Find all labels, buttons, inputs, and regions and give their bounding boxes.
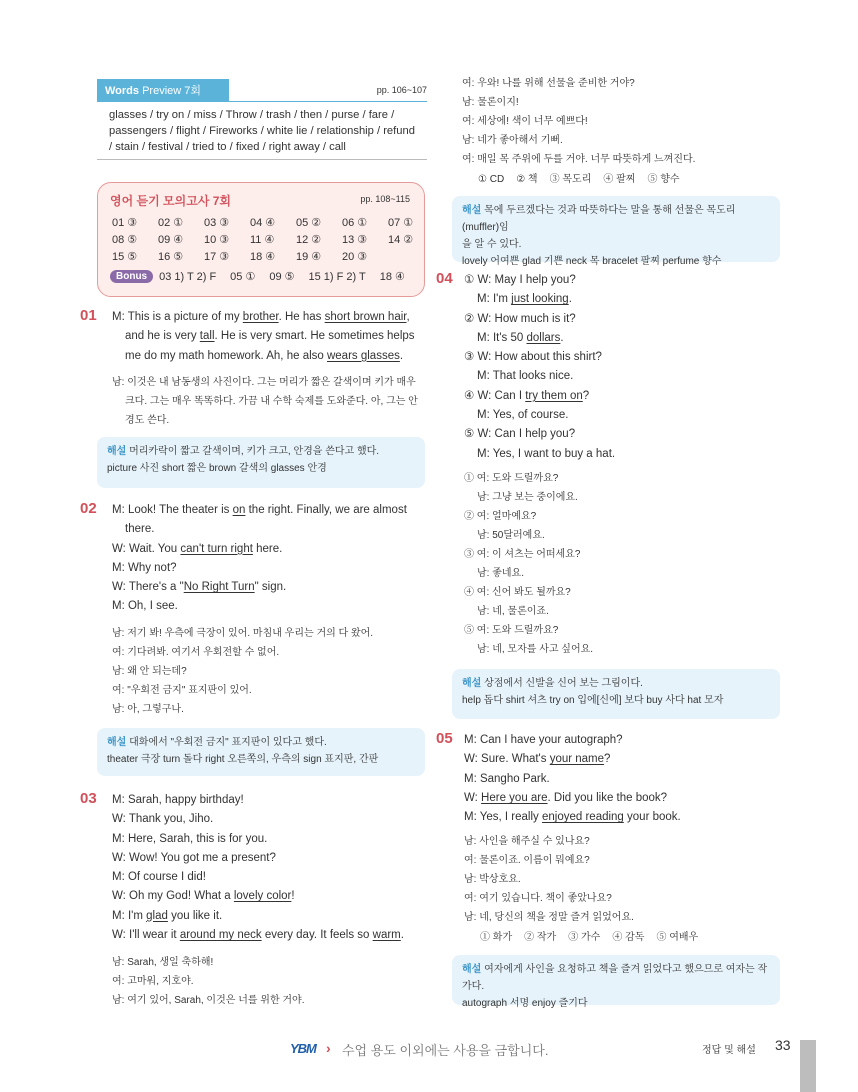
page-edge-bar — [800, 1040, 816, 1092]
choice: ⑤ 여배우 — [656, 932, 699, 943]
bonus-answer: 18 ④ — [379, 271, 405, 283]
note-line — [107, 734, 415, 751]
q05-choices — [480, 928, 710, 947]
answer-blank: around my neck — [179, 929, 262, 942]
answer-blank: try them on — [525, 389, 583, 402]
dialogue-text: W: Thank you, Jiho. — [112, 813, 214, 826]
translation-line: 여: 매일 목 주위에 두를 거야. 너무 따뜻하게 느껴진다. — [462, 154, 696, 165]
dialogue-text: M: Sarah, happy birthday! — [112, 794, 244, 806]
dialogue-line — [464, 750, 780, 769]
answer-cell: 14 ② — [388, 234, 414, 246]
translation-line: 여: "우회전 금지" 표지판이 있어. — [112, 685, 252, 696]
q01-translation — [112, 373, 428, 430]
q01-dialogue — [112, 308, 428, 366]
translation-line: 남: 물론이지! — [462, 97, 519, 108]
dialogue-line — [464, 329, 780, 348]
answer-box — [97, 182, 425, 297]
question-number-04: 04 — [436, 270, 453, 287]
translation-line: 크다. 그는 매우 똑똑하다. 가끔 내 수학 숙제를 도와준다. 아, 그는 안 — [125, 396, 418, 407]
dialogue-text: " sign. — [254, 581, 287, 594]
words-preview — [97, 80, 427, 160]
note-tag: 해설 — [462, 678, 485, 689]
dialogue-text: there. — [125, 523, 155, 536]
bonus-row — [110, 270, 419, 283]
dialogue-line — [112, 868, 428, 887]
dialogue-line — [464, 445, 780, 464]
answer-cell: 04 ④ — [250, 217, 276, 229]
answer-cell: 15 ⑤ — [112, 251, 138, 263]
choice: ② 작가 — [524, 932, 557, 943]
answer-cell: 20 ③ — [342, 251, 368, 263]
note-line — [107, 460, 415, 477]
usage-notice: 수업 용도 이외에는 사용을 금합니다. — [342, 1043, 549, 1058]
note-text: 을 알 수 있다. — [462, 239, 522, 250]
dialogue-text: ? — [604, 753, 611, 766]
words-list: glasses / try on / miss / Throw / trash / then / purse / fare / passengers / flight / Fireworks / white lie / relationship / refund / stain / festival / tried to / fixed / right away / call — [109, 109, 415, 153]
note-line — [462, 253, 770, 270]
answer-blank: short brown hair — [324, 311, 407, 323]
dialogue-line — [112, 308, 428, 327]
translation-line: 남: 아, 그렇구나. — [112, 704, 184, 715]
translation-line: 여: 고마워, 지호야. — [112, 976, 194, 987]
answer-cell: 08 ⑤ — [112, 234, 138, 246]
dialogue-line — [112, 830, 428, 849]
note-text: 목에 두르겠다는 것과 따뜻하다는 말을 통해 선물은 목도리(muffler)임 — [462, 205, 736, 233]
dialogue-text: M: Of course I did! — [112, 871, 206, 884]
dialogue-line — [112, 887, 428, 906]
dialogue-text: here. — [252, 542, 283, 555]
bonus-answer: 09 ⑤ — [269, 271, 295, 283]
q04-note — [452, 669, 780, 719]
translation-line: 남: 50달러예요. — [477, 530, 545, 541]
dialogue-line — [464, 387, 780, 406]
dialogue-line — [464, 348, 780, 367]
dialogue-text: M: Can I have your autograph? — [464, 734, 623, 746]
answer-blank: tall — [199, 330, 215, 343]
translation-line: 남: 그냥 보는 중이에요. — [477, 492, 578, 503]
dialogue-line — [112, 540, 428, 559]
translation-line: 남: 박상호요. — [464, 874, 521, 885]
q03-translation-cont — [462, 74, 782, 169]
dialogue-text: M: I'm — [477, 293, 512, 306]
note-line — [462, 675, 770, 692]
answer-cell: 10 ③ — [204, 234, 230, 246]
translation-line: 경도 쓴다. — [125, 415, 170, 426]
dialogue-text: . — [560, 331, 564, 344]
answer-cell: 11 ④ — [250, 234, 275, 246]
q05-translation — [464, 832, 780, 927]
test-title: 영어 듣기 모의고사 7회 — [110, 194, 232, 208]
answer-blank: your name — [549, 753, 605, 766]
answer-cell: 19 ④ — [296, 251, 322, 263]
dialogue-text: W: Sure. What's — [464, 753, 550, 766]
answer-blank: enjoyed reading — [541, 811, 624, 824]
answer-blank: can't turn right — [180, 542, 253, 555]
note-line — [462, 202, 770, 236]
answer-cell: 05 ② — [296, 217, 322, 229]
dialogue-text: . — [399, 349, 404, 362]
dialogue-text: ? — [582, 389, 590, 402]
translation-line: 남: 이것은 내 남동생의 사진이다. 그는 머리가 짧은 갈색이며 키가 매우 — [112, 377, 416, 388]
q03-choices — [478, 170, 692, 189]
answer-cell: 13 ③ — [342, 234, 368, 246]
dialogue-line — [112, 559, 428, 578]
answer-blank: just looking — [511, 293, 569, 306]
choice: ③ 목도리 — [549, 174, 592, 185]
bonus-answer: 15 1) F 2) T — [308, 270, 366, 283]
dialogue-text: W: Wow! You got me a present? — [112, 851, 276, 864]
choice: ⑤ 향수 — [647, 174, 680, 185]
choice: ① 화가 — [480, 932, 513, 943]
answer-cell: 01 ③ — [112, 217, 138, 229]
footer-label: 정답 및 해설 — [702, 1045, 756, 1056]
note-text: autograph 서명 enjoy 즐기다 — [462, 998, 588, 1009]
note-line — [107, 751, 415, 768]
q05-dialogue — [464, 731, 780, 827]
words-tag: Words Preview 7회 — [97, 79, 229, 101]
answer-row — [112, 233, 434, 250]
dialogue-line — [464, 406, 780, 425]
dialogue-text: M: This is a picture of my — [112, 311, 243, 323]
q04-translation — [464, 469, 780, 659]
answer-grid — [112, 216, 434, 267]
dialogue-text: M: It's 50 — [477, 331, 527, 344]
note-text: picture 사진 short 짧은 brown 갈색의 glasses 안경 — [107, 463, 327, 474]
dialogue-line — [464, 290, 780, 309]
answer-blank: on — [232, 504, 246, 516]
dialogue-text: M: Yes, I want to buy a hat. — [477, 447, 616, 460]
q05-note — [452, 955, 780, 1009]
dialogue-text: W: I'll wear it — [112, 929, 180, 942]
answer-cell: 03 ③ — [204, 217, 230, 229]
translation-line: 남: 저기 봐! 우측에 극장이 있어. 마침내 우리는 거의 다 왔어. — [112, 628, 374, 639]
choice: ① CD — [478, 174, 505, 185]
q03-translation — [112, 953, 428, 1010]
translation-line: 남: 네, 당신의 책을 정말 즐겨 읽었어요. — [464, 912, 634, 923]
choice: ④ 팔찌 — [603, 174, 636, 185]
bonus-answer: 03 1) T 2) F — [159, 270, 217, 283]
dialogue-text: ② W: How much is it? — [464, 312, 576, 325]
q02-dialogue — [112, 501, 428, 617]
choice: ② 책 — [516, 174, 538, 185]
dialogue-text: me do my math homework. Ah, he also — [125, 349, 327, 362]
dialogue-line — [112, 327, 428, 346]
dialogue-text: M: Why not? — [112, 561, 177, 574]
dialogue-text: . He is very smart. He sometimes helps — [214, 330, 415, 343]
q02-note — [97, 728, 425, 776]
note-text: 상점에서 신발을 신어 보는 그림이다. — [484, 678, 643, 689]
dialogue-text: M: Sangho Park. — [464, 772, 550, 785]
dialogue-text: M: Look! The theater is — [112, 504, 233, 516]
dialogue-text: ④ W: Can I — [464, 389, 526, 402]
answer-blank: Here you are — [481, 791, 548, 804]
dialogue-line — [112, 791, 428, 810]
note-line — [462, 961, 770, 995]
answer-cell: 18 ④ — [250, 251, 276, 263]
translation-line: ② 여: 얼마예요? — [464, 511, 537, 522]
answer-cell: 09 ④ — [158, 234, 184, 246]
dialogue-line — [464, 770, 780, 789]
dialogue-line — [464, 808, 780, 827]
question-number-03: 03 — [80, 790, 97, 807]
translation-line: 남: Sarah, 생일 축하해! — [112, 957, 214, 968]
dialogue-text: . He has — [278, 311, 325, 323]
question-number-05: 05 — [436, 730, 453, 747]
note-text: help 돕다 shirt 셔츠 try on 입에[신에] 보다 buy 사다 hat 모자 — [462, 695, 724, 706]
dialogue-text: ! — [291, 890, 295, 903]
dialogue-text: and he is very — [125, 330, 200, 343]
dialogue-text: , — [406, 311, 410, 323]
answer-cell: 06 ① — [342, 217, 368, 229]
note-text: 머리카락이 짧고 갈색이며, 키가 크고, 안경을 쓴다고 했다. — [129, 446, 380, 457]
dialogue-text: M: I'm — [112, 909, 147, 922]
q04-dialogue — [464, 271, 780, 464]
ybm-logo: YBM — [290, 1041, 316, 1056]
note-tag: 해설 — [107, 737, 130, 748]
dialogue-line — [464, 310, 780, 329]
dialogue-text: ③ W: How about this shirt? — [464, 351, 602, 364]
translation-line: 남: 왜 안 되는데? — [112, 666, 187, 677]
choice: ③ 가수 — [568, 932, 601, 943]
dialogue-text: the right. Finally, we are almost — [245, 504, 407, 516]
translation-line: 여: 물론이죠. 이름이 뭐예요? — [464, 855, 590, 866]
bonus-answer: 05 ① — [230, 271, 256, 283]
note-line — [107, 443, 415, 460]
answer-blank: wears glasses — [326, 349, 400, 362]
dialogue-text: . — [568, 293, 572, 306]
q03-note — [452, 196, 780, 267]
translation-line: 남: 여기 있어, Sarah, 이것은 너를 위한 거야. — [112, 995, 305, 1006]
dialogue-line — [112, 347, 428, 366]
dialogue-line — [112, 926, 428, 945]
translation-line: 여: 세상에! 색이 너무 예쁘다! — [462, 116, 588, 127]
q03-dialogue — [112, 791, 428, 945]
dialogue-text: W: Oh my God! What a — [112, 890, 234, 903]
test-pages: pp. 108~115 — [360, 194, 410, 204]
page-number: 33 — [775, 1037, 791, 1053]
answer-cell: 17 ③ — [204, 251, 230, 263]
dialogue-line — [112, 578, 428, 597]
translation-line: ① 여: 도와 드릴까요? — [464, 473, 559, 484]
dialogue-line — [112, 810, 428, 829]
q01-note — [97, 437, 425, 488]
dialogue-text: M: Oh, I see. — [112, 600, 178, 613]
translation-line: 여: 여기 있습니다. 책이 좋았나요? — [464, 893, 612, 904]
question-number-01: 01 — [80, 307, 97, 324]
dialogue-text: . — [400, 929, 404, 942]
translation-line: 남: 네, 모자를 사고 싶어요. — [477, 644, 594, 655]
dialogue-line — [464, 367, 780, 386]
dialogue-line — [112, 907, 428, 926]
chevron-right-icon: › — [326, 1040, 331, 1056]
dialogue-line — [112, 849, 428, 868]
answer-cell: 16 ⑤ — [158, 251, 184, 263]
dialogue-text: you like it. — [167, 909, 223, 922]
answer-blank: dollars — [526, 331, 561, 344]
dialogue-text: M: Yes, I really — [464, 811, 542, 824]
dialogue-text: W: — [464, 791, 482, 804]
note-text: theater 극장 turn 돌다 right 오른쪽의, 우측의 sign 표지판, 간판 — [107, 754, 379, 765]
dialogue-text: M: Here, Sarah, this is for you. — [112, 832, 268, 845]
q02-translation — [112, 624, 428, 719]
note-text: lovely 어여쁜 glad 기쁜 neck 목 bracelet 팔찌 perfume 향수 — [462, 256, 722, 267]
note-tag: 해설 — [462, 205, 485, 216]
note-line — [462, 236, 770, 253]
dialogue-text: . Did you like the book? — [547, 791, 668, 804]
answer-blank: brother — [242, 311, 279, 323]
note-text: 대화에서 "우회전 금지" 표지판이 있다고 했다. — [129, 737, 327, 748]
answer-blank: lovely color — [233, 890, 292, 903]
translation-line: 남: 좋네요. — [477, 568, 524, 579]
dialogue-line — [464, 731, 780, 750]
note-tag: 해설 — [462, 964, 485, 975]
translation-line: 남: 사인을 해주실 수 있나요? — [464, 836, 590, 847]
answer-row — [112, 216, 434, 233]
dialogue-text: your book. — [623, 811, 681, 824]
dialogue-text: ① W: May I help you? — [464, 274, 576, 286]
answer-cell: 12 ② — [296, 234, 322, 246]
dialogue-line — [112, 520, 428, 539]
dialogue-text: M: That looks nice. — [477, 370, 574, 383]
dialogue-text: ⑤ W: Can I help you? — [464, 428, 576, 441]
choice: ④ 감독 — [612, 932, 645, 943]
answer-cell: 02 ① — [158, 217, 184, 229]
question-number-02: 02 — [80, 500, 97, 517]
note-line — [462, 692, 770, 709]
dialogue-text: M: Yes, of course. — [477, 409, 569, 422]
translation-line: ⑤ 여: 도와 드릴까요? — [464, 625, 559, 636]
dialogue-line — [464, 789, 780, 808]
dialogue-line — [464, 425, 780, 444]
note-line — [462, 995, 770, 1012]
translation-line: 여: 기다려봐. 여기서 우회전할 수 없어. — [112, 647, 280, 658]
answer-blank: No Right Turn — [183, 581, 255, 594]
answer-row — [112, 250, 434, 267]
translation-line: ③ 여: 이 셔츠는 어떠세요? — [464, 549, 581, 560]
dialogue-line — [464, 271, 780, 290]
translation-line: 남: 네가 좋아해서 기뻐. — [462, 135, 563, 146]
dialogue-text: W: There's a " — [112, 581, 184, 594]
dialogue-line — [112, 501, 428, 520]
dialogue-text: W: Wait. You — [112, 542, 181, 555]
words-pages: pp. 106~107 — [376, 85, 427, 95]
answer-blank: warm — [372, 929, 401, 942]
dialogue-line — [112, 597, 428, 616]
dialogue-text: every day. It feels so — [261, 929, 373, 942]
note-text: 여자에게 사인을 요청하고 책을 즐겨 읽었다고 했으므로 여자는 작가다. — [462, 964, 768, 992]
translation-line: 여: 우와! 나를 위해 선물을 준비한 거야? — [462, 78, 635, 89]
answer-cell: 07 ① — [388, 217, 414, 229]
translation-line: 남: 네, 물론이죠. — [477, 606, 549, 617]
bonus-tag: Bonus — [110, 270, 153, 283]
translation-line: ④ 여: 신어 봐도 될까요? — [464, 587, 571, 598]
note-tag: 해설 — [107, 446, 130, 457]
answer-blank: glad — [146, 909, 168, 922]
